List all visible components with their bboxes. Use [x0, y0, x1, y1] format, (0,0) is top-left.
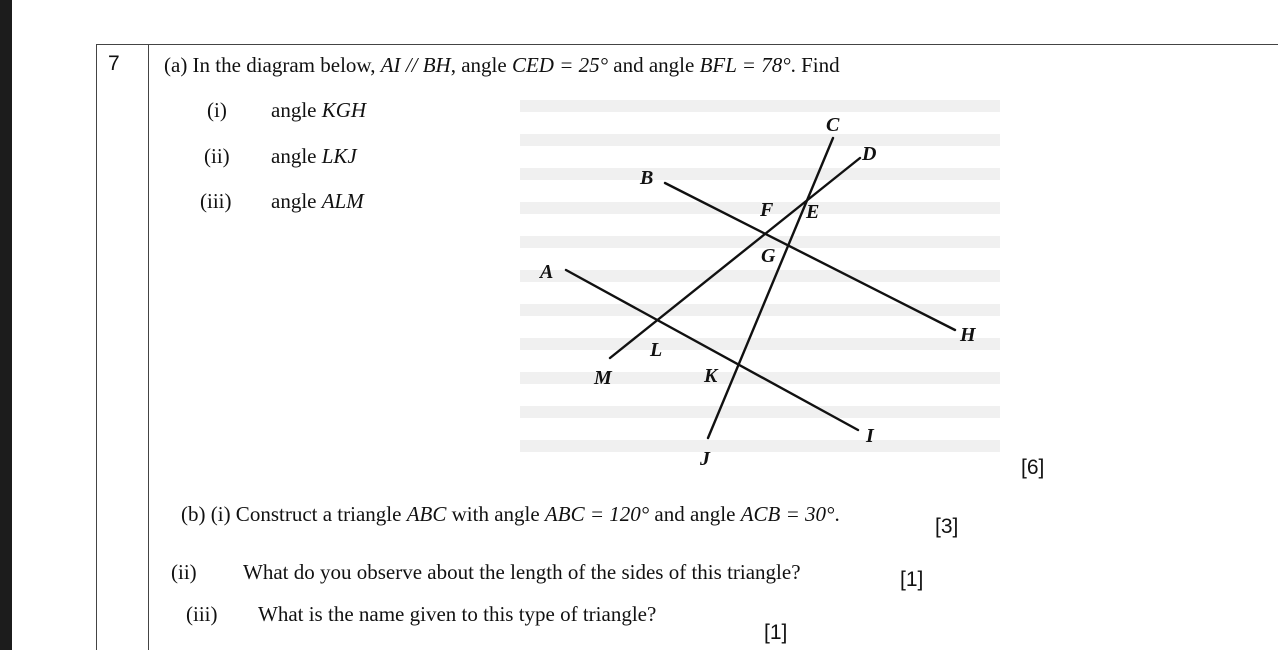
label-J: J: [700, 448, 710, 470]
label-L: L: [650, 339, 663, 361]
subpart-ii-number: (ii): [204, 144, 230, 168]
label-M: M: [594, 367, 612, 389]
marks-part-b-ii: [1]: [900, 568, 924, 591]
label-G: G: [761, 245, 776, 267]
subpart-iii-text: angle ALM: [271, 189, 364, 213]
part-b-iii-number: (iii): [186, 602, 218, 626]
line-JC: [708, 138, 833, 438]
subpart-iii-number: (iii): [200, 189, 232, 213]
label-F: F: [760, 199, 774, 221]
label-D: D: [862, 143, 877, 165]
subpart-i-text: angle KGH: [271, 98, 367, 122]
label-I: I: [866, 425, 874, 447]
part-b-iii-text: What is the name given to this type of triangle?: [258, 602, 657, 626]
question-number: 7: [108, 52, 120, 75]
label-A: A: [540, 261, 554, 283]
part-a-intro: (a) In the diagram below, AI // BH, angle CED = 25° and angle BFL = 78°. Find: [164, 53, 840, 77]
part-b-ii-text: What do you observe about the length of the sides of this triangle?: [243, 560, 801, 584]
label-K: K: [704, 365, 718, 387]
part-b-i-text: (b) (i) Construct a triangle ABC with angle ABC = 120° and angle ACB = 30°.: [181, 502, 840, 526]
marks-part-b-i: [3]: [935, 515, 959, 538]
subpart-ii-text: angle LKJ: [271, 144, 357, 168]
marks-part-a: [6]: [1021, 456, 1045, 479]
label-E: E: [806, 201, 820, 223]
label-C: C: [826, 114, 840, 136]
part-b-ii-number: (ii): [171, 560, 197, 584]
label-H: H: [960, 324, 976, 346]
marks-part-b-iii: [1]: [764, 621, 788, 644]
label-B: B: [640, 167, 654, 189]
subpart-i-number: (i): [207, 98, 227, 122]
line-AI: [566, 270, 858, 430]
